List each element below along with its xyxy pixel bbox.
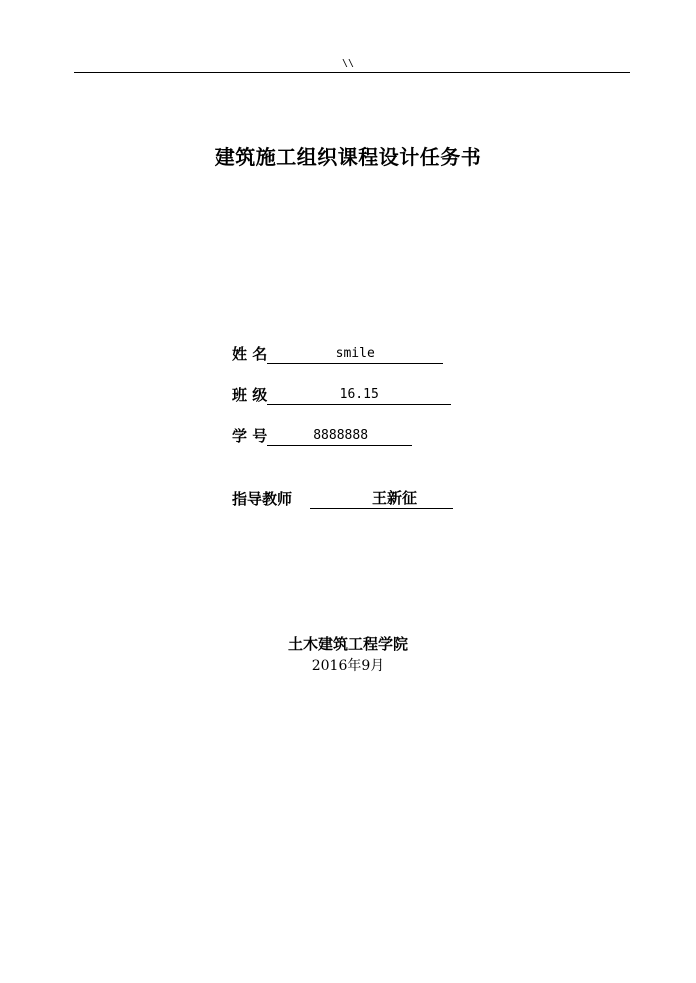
student-id-value: 8888888 <box>267 427 412 446</box>
class-label: 班 级 <box>232 386 268 404</box>
header-rule <box>74 72 630 73</box>
student-id-field-row <box>232 424 412 446</box>
document-title: 建筑施工组织课程设计任务书 <box>214 145 482 169</box>
name-value: smile <box>267 345 443 364</box>
document-date: 2016年9月 <box>311 658 385 674</box>
class-value: 16.15 <box>267 386 451 405</box>
advisor-value: 王新征 <box>310 488 453 509</box>
header-mark: \\ <box>341 58 355 69</box>
class-field-row <box>232 383 451 405</box>
name-label: 姓 名 <box>232 345 268 363</box>
college-name: 土木建筑工程学院 <box>287 635 408 653</box>
advisor-label: 指导教师 <box>232 490 293 508</box>
advisor-field-row <box>232 487 453 509</box>
name-field-row <box>232 342 443 364</box>
student-id-label: 学 号 <box>232 427 268 445</box>
